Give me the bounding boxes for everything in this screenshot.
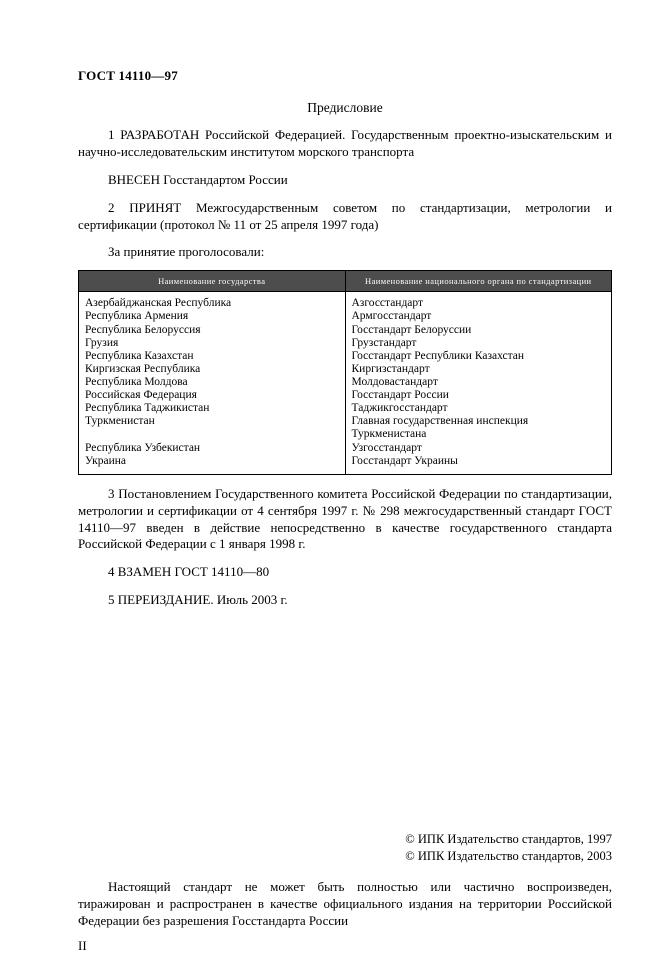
doc-number: ГОСТ 14110—97 [78,68,178,83]
table-row [79,376,612,389]
cell-country: Республика Молдова [79,376,346,389]
paragraph-vzamen: 4 ВЗАМЕН ГОСТ 14110—80 [108,564,270,580]
page-title: Предисловие [307,100,383,115]
table-row [79,415,612,441]
cell-country: Азербайджанская Республика [79,292,346,311]
cell-country: Украина [79,455,346,475]
cell-org: Киргизстандарт [345,363,612,376]
table-row [79,389,612,402]
cell-org: Узгосстандарт [345,442,612,455]
cell-org: Армгосстандарт [345,310,612,323]
cell-country: Туркменистан [79,415,346,441]
cell-org: Госстандарт Белоруссии [345,324,612,337]
cell-org: Азгосстандарт [345,292,612,311]
paragraph-razrabotan: 1 РАЗРАБОТАН Российской Федерацией. Государственным проектно-изыскательским и научно-исследовательским институтом морского транспорта [78,127,612,159]
copyright-line-2003: © ИПК Издательство стандартов, 2003 [405,848,612,863]
paragraph-pereizdanie: 5 ПЕРЕИЗДАНИЕ. Июль 2003 г. [108,592,288,608]
cell-org: Госстандарт Украины [345,455,612,475]
table-row [79,350,612,363]
table-header-org: Наименование национального органа по стандартизации [345,271,612,292]
paragraph-postanovlenie: 3 Постановлением Государственного комитета Российской Федерации по стандартизации, метрологии и сертификации от 4 сентября 1997 г. № 298 межгосударственный стандарт ГОСТ 14110—97 введен в действие непосредственно в качестве государственного стандарта Российской Федерации с 1 января 1998 г. [78,485,612,552]
table-row [79,310,612,323]
table-row [79,455,612,475]
table-row [79,337,612,350]
table-row [79,363,612,376]
paragraph-vote-intro: За принятие проголосовали: [108,244,265,260]
cell-country: Киргизская Республика [79,363,346,376]
cell-country: Республика Узбекистан [79,442,346,455]
cell-org: Молдовастандарт [345,376,612,389]
table-row [79,402,612,415]
cell-org: Главная государственная инспекция Туркменистана [345,415,612,441]
cell-country: Республика Таджикистан [79,402,346,415]
table-row [79,324,612,337]
cell-org: Госстандарт Республики Казахстан [345,350,612,363]
table-row [79,442,612,455]
reproduction-notice: Настоящий стандарт не может быть полностью или частично воспроизведен, тиражирован и распространен в качестве официального издания на территории Российской Федерации без разрешения Госстандарта России [78,878,612,928]
cell-country: Республика Казахстан [79,350,346,363]
cell-country: Российская Федерация [79,389,346,402]
vote-table [78,270,612,474]
page-number: II [78,937,87,953]
cell-org: Госстандарт России [345,389,612,402]
copyright-block [78,831,612,865]
cell-country: Республика Белоруссия [79,324,346,337]
table-header-row [79,271,612,292]
paragraph-vnesen: ВНЕСЕН Госстандартом России [108,171,288,187]
table-header-country: Наименование государства [79,271,346,292]
cell-org: Таджикгосстандарт [345,402,612,415]
paragraph-prinyat: 2 ПРИНЯТ Межгосударственным советом по стандартизации, метрологии и сертификации (протокол № 11 от 25 апреля 1997 года) [78,199,612,232]
cell-org: Грузстандарт [345,337,612,350]
table-row [79,292,612,311]
cell-country: Республика Армения [79,310,346,323]
cell-country: Грузия [79,337,346,350]
copyright-line-1997: © ИПК Издательство стандартов, 1997 [405,832,612,847]
